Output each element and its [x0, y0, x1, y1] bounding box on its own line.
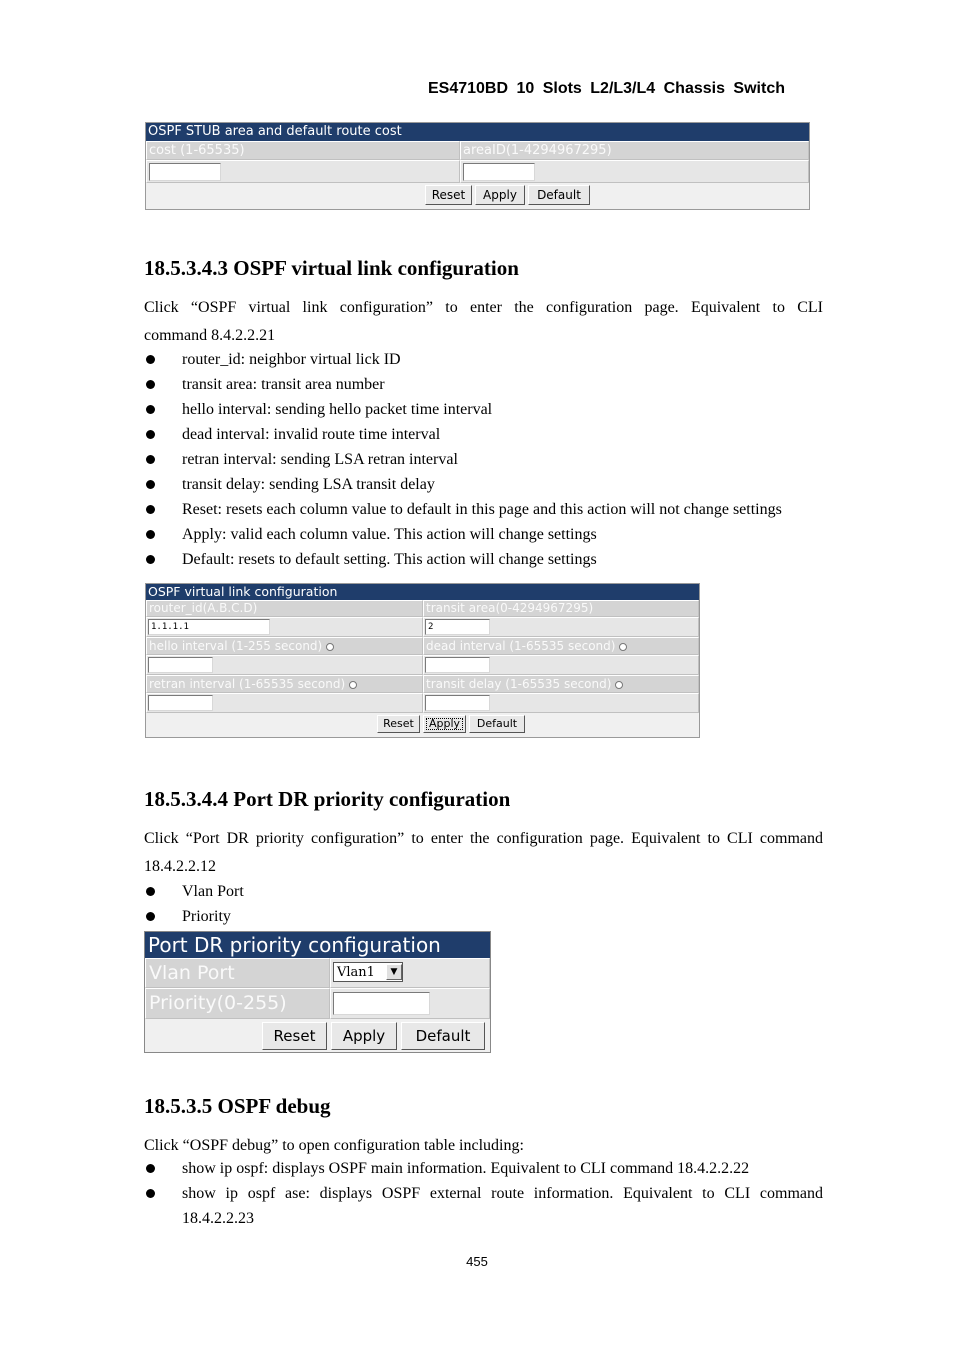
cost-label: cost (1-65535) [146, 141, 460, 160]
list-item: transit delay: sending LSA transit delay [144, 472, 782, 497]
apply-button[interactable]: Apply [331, 1022, 397, 1050]
list-item: router_id: neighbor virtual lick ID [144, 347, 782, 372]
area-id-input[interactable] [463, 163, 535, 181]
page-number: 455 [466, 1254, 488, 1269]
port-dr-priority-panel [144, 931, 491, 1053]
retran-interval-label: retran interval (1-65535 second) [146, 675, 423, 693]
default-button[interactable]: Default [469, 715, 525, 733]
vlan-port-select[interactable]: Vlan1 ▼ [333, 962, 403, 982]
virtual-link-intro: Click “OSPF virtual link configuration” to enter the configuration page. Equivalent to CLI command 8.4.2.2.21 [144, 299, 823, 344]
hello-interval-label: hello interval (1-255 second) [146, 637, 423, 655]
ospf-debug-bullets [144, 1156, 823, 1231]
list-item: Apply: valid each column value. This action will change settings [144, 522, 782, 547]
apply-button[interactable]: Apply [423, 715, 466, 733]
hello-interval-input[interactable] [148, 657, 213, 673]
transit-area-label: transit area(0-4294967295) [423, 600, 699, 617]
list-item: dead interval: invalid route time interval [144, 422, 782, 447]
port-dr-intro: Click “Port DR priority configuration” to enter the configuration page. Equivalent to CLI command 18.4.2.2.12 [144, 830, 823, 875]
retran-interval-input[interactable] [148, 695, 213, 711]
transit-delay-input[interactable] [425, 695, 490, 711]
transit-delay-radio[interactable] [615, 681, 623, 689]
document-header: ES4710BD 10 Slots L2/L3/L4 Chassis Switch [427, 80, 785, 97]
section-heading-virtual-link: 18.5.3.4.3 OSPF virtual link configuration [144, 256, 519, 280]
list-item: Vlan Port [144, 879, 244, 904]
list-item: retran interval: sending LSA retran interval [144, 447, 782, 472]
port-dr-bullets [144, 879, 244, 929]
transit-delay-label: transit delay (1-65535 second) [423, 675, 699, 693]
dead-interval-label: dead interval (1-65535 second) [423, 637, 699, 655]
retran-interval-radio[interactable] [349, 681, 357, 689]
cost-input[interactable] [149, 163, 221, 181]
list-item: show ip ospf: displays OSPF main information. Equivalent to CLI command 18.4.2.2.22 [144, 1156, 823, 1181]
section-heading-port-dr: 18.5.3.4.4 Port DR priority configuration [144, 787, 511, 811]
list-item: Priority [144, 904, 244, 929]
priority-input[interactable] [333, 992, 430, 1015]
dead-interval-input[interactable] [425, 657, 490, 673]
panel-title: Port DR priority configuration [145, 932, 490, 958]
reset-button[interactable]: Reset [425, 185, 472, 205]
router-id-label: router_id(A.B.C.D) [146, 600, 423, 617]
list-item: Reset: resets each column value to default in this page and this action will not change settings [144, 497, 782, 522]
dead-interval-radio[interactable] [619, 643, 627, 651]
router-id-input[interactable]: 1.1.1.1 [148, 619, 270, 635]
list-item: show ip ospf ase: displays OSPF external route information. Equivalent to CLI command 18.4.2.2.23 [144, 1181, 823, 1231]
ospf-virtual-link-panel [145, 583, 700, 738]
panel-title: OSPF virtual link configuration [146, 584, 699, 600]
list-item: transit area: transit area number [144, 372, 782, 397]
ospf-stub-panel [145, 122, 810, 210]
reset-button[interactable]: Reset [377, 715, 420, 733]
virtual-link-bullets [144, 347, 782, 572]
list-item: Default: resets to default setting. This action will change settings [144, 547, 782, 572]
transit-area-input[interactable]: 2 [425, 619, 490, 635]
apply-button[interactable]: Apply [475, 185, 525, 205]
reset-button[interactable]: Reset [262, 1022, 327, 1050]
chevron-down-icon[interactable]: ▼ [386, 964, 402, 980]
default-button[interactable]: Default [528, 185, 590, 205]
panel-title: OSPF STUB area and default route cost [146, 123, 809, 141]
priority-label: Priority(0-255) [145, 988, 330, 1019]
ospf-debug-intro: Click “OSPF debug” to open configuration table including: [144, 1137, 524, 1154]
vlan-port-label: Vlan Port [145, 958, 330, 988]
area-id-label: areaID(1-4294967295) [460, 141, 809, 160]
hello-interval-radio[interactable] [326, 643, 334, 651]
section-heading-ospf-debug: 18.5.3.5 OSPF debug [144, 1094, 331, 1118]
list-item: hello interval: sending hello packet time interval [144, 397, 782, 422]
default-button[interactable]: Default [401, 1022, 485, 1050]
